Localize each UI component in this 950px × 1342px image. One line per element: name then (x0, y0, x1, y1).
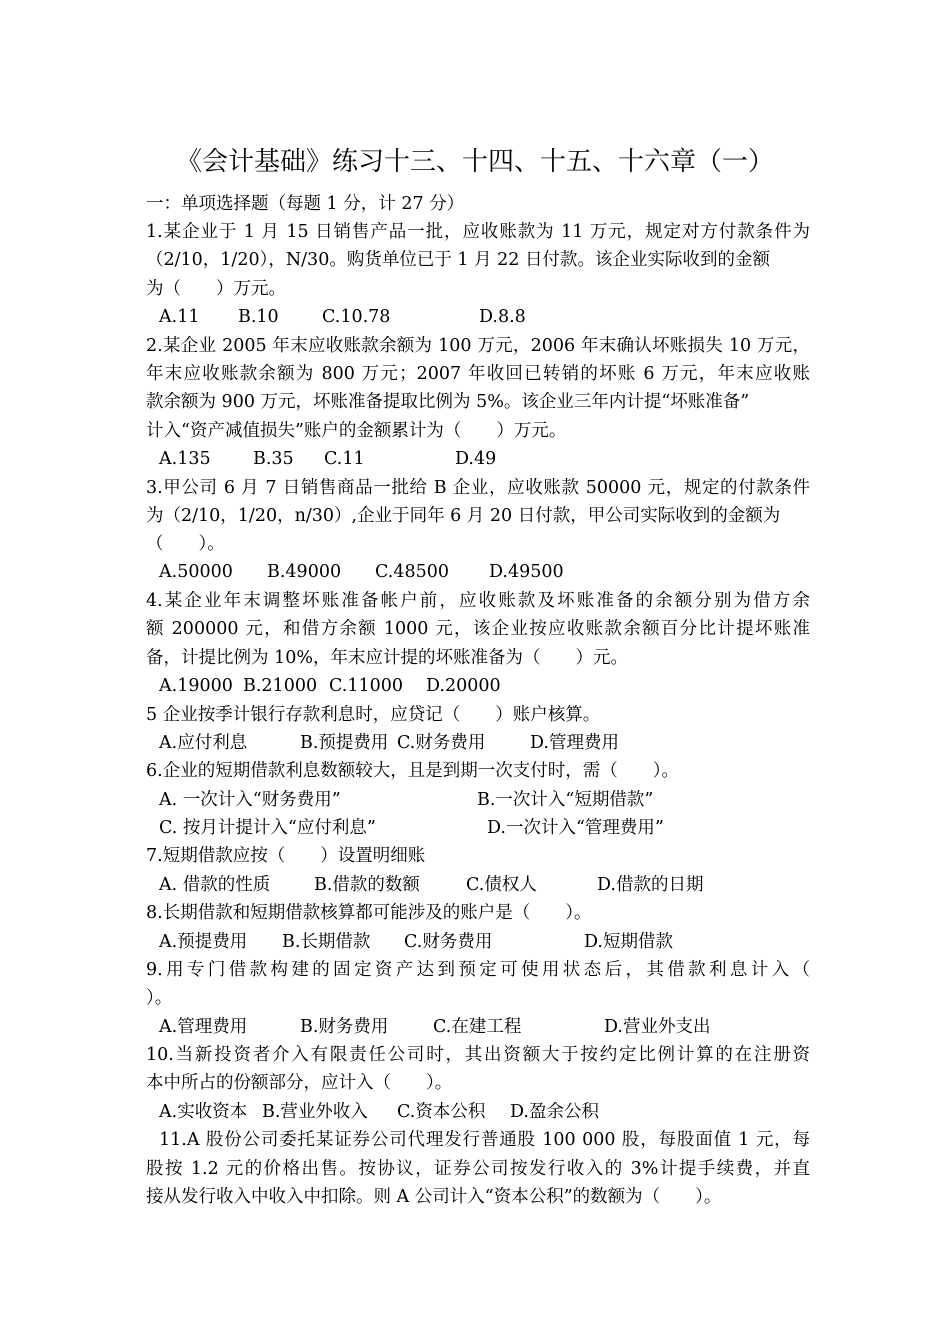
option-a: A.11 (159, 307, 200, 327)
section-heading: 一：单项选择题（每题 1 分，计 27 分） (146, 194, 465, 214)
option-c: C.债权人 (466, 875, 537, 895)
question-7-line-1: 7.短期借款应按（ ）设置明细账 (146, 846, 426, 866)
question-10-line-2: 本中所占的份额部分，应计入（ ）。 (146, 1073, 453, 1093)
option-b: B.一次计入“短期借款” (477, 790, 654, 810)
page-title: 《会计基础》练习十三、十四、十五、十六章（一） (175, 147, 774, 177)
option-a: A. 一次计入“财务费用” (159, 790, 341, 810)
question-2-line-1: 2.某企业 2005 年末应收账款余额为 100 万元，2006 年末确认坏账损失 10 万元， (146, 336, 810, 356)
option-d: D.借款的日期 (597, 875, 704, 895)
option-c: C.11000 (329, 676, 403, 696)
question-3-line-3: （ ）。 (146, 534, 225, 554)
option-b: B.营业外收入 (262, 1102, 368, 1122)
question-2-line-2: 年末应收账款余额为 800 万元；2007 年收回已转销的坏账 6 万元，年末应收账 (146, 364, 810, 384)
option-b: B.49000 (267, 562, 342, 582)
option-d: D.49500 (489, 562, 564, 582)
question-2-line-3: 款余额为 900 万元，坏账准备提取比例为 5%。该企业三年内计提“坏账准备” (146, 392, 750, 412)
question-6-line-1: 6.企业的短期借款利息数额较大，且是到期一次支付时，需（ ）。 (146, 761, 679, 781)
option-b: B.财务费用 (300, 1017, 389, 1037)
option-a: A. 借款的性质 (159, 875, 271, 895)
question-1-line-3: 为（ ）万元。 (146, 279, 286, 299)
option-c: C.资本公积 (397, 1102, 486, 1122)
question-11-line-1: 11.A 股份公司委托某证券公司代理发行普通股 100 000 股，每股面值 1 元，每 (159, 1130, 810, 1150)
option-b: B.长期借款 (282, 932, 371, 952)
option-a: A.实收资本 (159, 1102, 248, 1122)
question-9-line-1: 9.用专门借款构建的固定资产达到预定可使用状态后，其借款利息计入（ (146, 960, 810, 980)
option-d: D.8.8 (479, 307, 526, 327)
option-a: A.135 (159, 449, 211, 469)
option-b: B.21000 (243, 676, 318, 696)
option-d: D.盈余公积 (510, 1102, 599, 1122)
question-2-line-4: 计入“资产减值损失”账户的金额累计为（ ）万元。 (146, 421, 567, 441)
option-b: B.预提费用 (300, 733, 389, 753)
option-d: D.短期借款 (584, 932, 673, 952)
option-d: D.一次计入“管理费用” (487, 818, 664, 838)
option-d: D.20000 (426, 676, 501, 696)
question-3-line-2: 为（2/10，1/20，n/30）,企业于同年 6 月 20 日付款，甲公司实际收到的金额为 (146, 506, 781, 526)
option-a: A.应付利息 (159, 733, 248, 753)
question-5-line-1: 5 企业按季计银行存款利息时，应贷记（ ）账户核算。 (146, 705, 601, 725)
option-a: A.50000 (159, 562, 233, 582)
option-c: C.财务费用 (404, 932, 493, 952)
option-b: B.10 (238, 307, 279, 327)
option-c: C.11 (324, 449, 365, 469)
question-8-line-1: 8.长期借款和短期借款核算都可能涉及的账户是（ ）。 (146, 903, 592, 923)
option-a: A.预提费用 (159, 932, 248, 952)
question-4-line-2: 额 200000 元，和借方余额 1000 元，该企业按应收账款余额百分比计提坏账准 (146, 619, 810, 639)
question-3-line-1: 3.甲公司 6 月 7 日销售商品一批给 B 企业，应收账款 50000 元，规定的付款条件 (146, 478, 810, 498)
question-9-line-2: ）。 (146, 988, 173, 1008)
option-d: D.49 (455, 449, 497, 469)
option-a: A.19000 (159, 676, 233, 696)
question-4-line-1: 4.某企业年末调整坏账准备帐户前，应收账款及坏账准备的余额分别为借方余 (146, 591, 810, 611)
option-d: D.营业外支出 (604, 1017, 711, 1037)
option-a: A.管理费用 (159, 1017, 248, 1037)
option-c: C.10.78 (322, 307, 391, 327)
option-b: B.35 (253, 449, 294, 469)
option-c: C.财务费用 (397, 733, 486, 753)
question-11-line-2: 股按 1.2 元的价格出售。按协议，证券公司按发行收入的 3%计提手续费，并直 (146, 1159, 810, 1179)
option-b: B.借款的数额 (314, 875, 420, 895)
option-c: C.48500 (375, 562, 449, 582)
question-11-line-3: 接从发行收入中收入中扣除。则 A 公司计入“资本公积”的数额为（ ）。 (146, 1187, 722, 1207)
option-c: C.在建工程 (433, 1017, 522, 1037)
question-1-line-1: 1.某企业于 1 月 15 日销售产品一批，应收账款为 11 万元，规定对方付款条件为 (146, 222, 810, 242)
option-c: C. 按月计提计入“应付利息” (159, 818, 376, 838)
question-10-line-1: 10.当新投资者介入有限责任公司时，其出资额大于按约定比例计算的在注册资 (146, 1045, 810, 1065)
option-d: D.管理费用 (530, 733, 619, 753)
question-1-line-2: （2/10，1/20），N/30。购货单位已于 1 月 22 日付款。该企业实际收到的金额 (146, 250, 770, 270)
question-4-line-3: 备，计提比例为 10%，年末应计提的坏账准备为（ ）元。 (146, 648, 628, 668)
